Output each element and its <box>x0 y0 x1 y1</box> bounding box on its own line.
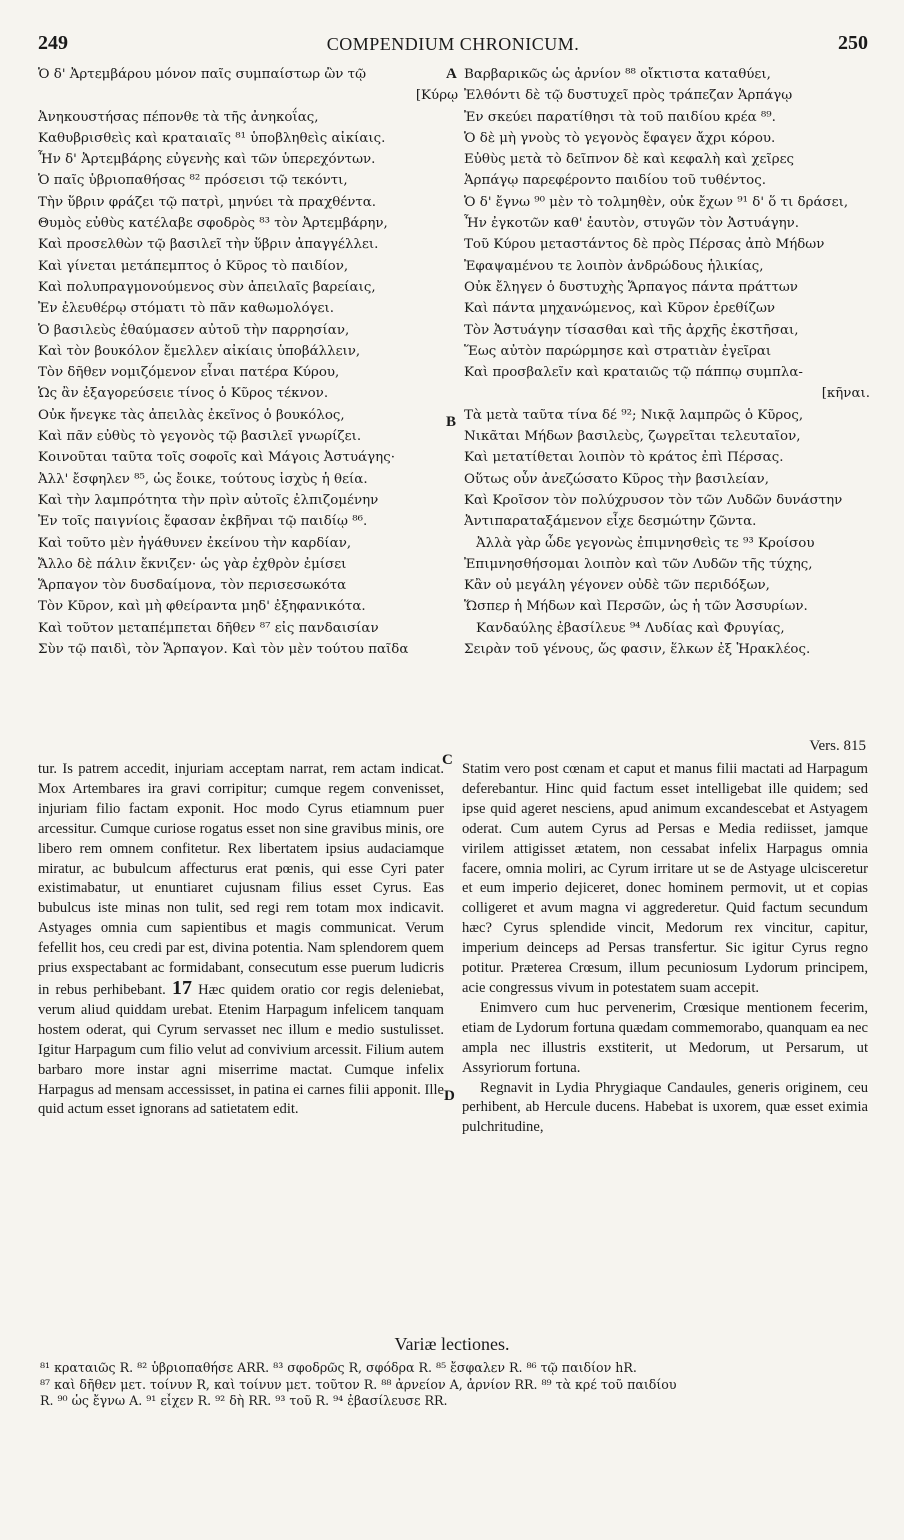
greek-line: Καὶ πολυπραγμονούμενος σὺν ἀπειλαῖς βαρείαις, <box>38 279 376 295</box>
greek-line: Καθυβρισθεὶς καὶ κραταιαῖς ⁸¹ ὑποβληθεὶς αἰκίαις. <box>38 130 386 146</box>
section-number: 17 <box>171 976 192 999</box>
greek-line: Τὸν Κῦρον, καὶ μὴ φθείραντα μηδ' ἐξηφανικότα. <box>38 599 366 615</box>
greek-line: Τοῦ Κύρου μεταστάντος δὲ πρὸς Πέρσας ἀπὸ Μήδων <box>464 237 825 253</box>
greek-line: Ἀλλ' ἔσφηλεν ⁸⁵, ὡς ἔοικε, τούτους ἰσχὺς ἡ θεία. <box>38 471 368 487</box>
greek-line: Τὴν ὕβριν φράζει τῷ πατρὶ, μηνύει τὰ πραχθέντα. <box>38 194 377 210</box>
greek-line: Καὶ μετατίθεται λοιπὸν τὸ κράτος ἐπὶ Πέρσας. <box>464 450 784 466</box>
greek-line: [κῆναι. <box>821 386 870 402</box>
greek-line: Καὶ προσελθὼν τῷ βασιλεῖ τὴν ὕβριν ἀπαγγέλλει. <box>38 237 379 253</box>
greek-line: Θυμὸς εὐθὺς κατέλαβε σφοδρὸς ⁸³ τὸν Ἀρτεμβάρην, <box>38 216 388 232</box>
greek-line: Ὥσπερ ἡ Μήδων καὶ Περσῶν, ὡς ἡ τῶν Ἀσσυρίων. <box>464 599 808 615</box>
greek-line: Ἀλλὰ γὰρ ὧδε γεγονὼς ἐπιμνησθεὶς τε ⁹³ Κροίσου <box>476 535 815 551</box>
section-marker-d: D <box>444 1088 455 1104</box>
greek-line: Ὁ δ' Ἀρτεμβάρου μόνον παῖς συμπαίστωρ ὢν τῷ <box>38 67 366 82</box>
latin-paragraph: Statim vero post cœnam et caput et manus filii mactati ad Harpagum deferebantur. Hinc quid factum esset intelligebat ille quidem; sed ipse quid ageret nesciens, apud animum excandescebat et Astyagem oderat. Cum autem Cyrus ad Persas e Media rediisset, jamque virilem attigisset ætatem, non cessabat infelix Harpagus omnia facere, omnia moliri, ac Cyrum irritare ut se de Astyage ulcisceretur et eum imperio dejiceret, donec hominem permovit, ut et copias colligeret et avum magna vi aggrederetur. Quid factum secundum hæc? Cyrus splendide vincit, Medorum rex vincitur, capitur, imperium deinceps ad Persas transfertur. Sic igitur Cyrus regno potitur. Præterea Crœsum, illum pecuniosum Lydorum principem, acie congressus vivum in potestatem suam accepit. <box>462 761 868 996</box>
variant-line: ⁸⁷ καὶ δῆθεν μετ. τοίνυν R, καὶ τοίνυν μετ. τοῦτον R. ⁸⁸ ἀρνείον A, ἀρνίον RR. ⁸⁹ τὰ κρέ τοῦ παιδίου <box>40 1376 677 1392</box>
greek-line: Σειρὰν τοῦ γένους, ὥς φασιν, ἕλκων ἐξ Ἡρακλέος. <box>464 642 811 658</box>
greek-line: Καὶ τὴν λαμπρότητα τὴν πρὶν αὐτοῖς ἐλπιζομένην <box>38 492 379 508</box>
greek-line: Καὶ τοῦτον μεταπέμπεται δῆθεν ⁸⁷ εἰς πανδαισίαν <box>38 620 379 636</box>
variae-lectiones <box>40 1360 870 1410</box>
greek-line: Ἄλλο δὲ πάλιν ἔκνιζεν· ὡς γὰρ ἐχθρὸν ἐμίσει <box>38 556 347 572</box>
greek-line: Κἂν οὐ μεγάλη γέγονεν οὐδὲ τῶν περιδόξων, <box>464 578 770 594</box>
latin-column-left <box>38 760 444 1120</box>
variant-line: R. ⁹⁰ ὡς ἔγνω A. ⁹¹ εἶχεν R. ⁹² δὴ RR. ⁹³ τοῦ R. ⁹⁴ ἐβασίλευσε RR. <box>40 1393 448 1409</box>
variant-line: ⁸¹ κραταιῶς R. ⁸² ὑβριοπαθήσε ARR. ⁸³ σφοδρῶς R, σφόδρα R. ⁸⁵ ἔσφαλεν R. ⁸⁶ τῷ παιδίον hR. <box>40 1360 637 1375</box>
page-header <box>38 32 868 60</box>
greek-line: Καὶ τὸν βουκόλον ἔμελλεν αἰκίαις ὑποβάλλειν, <box>38 343 361 359</box>
greek-line: Καὶ πᾶν εὐθὺς τὸ γεγονὸς τῷ βασιλεῖ γνωρίζει. <box>38 429 362 445</box>
greek-line: Ἐν ἐλευθέρῳ στόματι τὸ πᾶν καθωμολόγει. <box>38 301 335 317</box>
greek-line: Βαρβαρικῶς ὡς ἀρνίον ⁸⁸ οἴκτιστα καταθύει, <box>464 67 771 82</box>
greek-column-left <box>38 64 458 660</box>
section-marker-a: A <box>446 66 457 82</box>
latin-paragraph: Enimvero cum huc pervenerim, Crœsique mentionem fecerim, etiam de Lydorum fortuna quædam commemorabo, quanquam ea nec ampla nec illustris exstiterit, ut Medorum, ut Persarum, ut Assyriorum fortuna. <box>462 999 868 1076</box>
greek-line: Οὐκ ἤνεγκε τὰς ἀπειλὰς ἐκεῖνος ὁ βουκόλος, <box>38 407 345 423</box>
greek-line: Νικᾶται Μήδων βασιλεὺς, ζωγρεῖται τελευταῖον, <box>464 429 801 445</box>
greek-line: Ἦν ἐγκοτῶν καθ' ἑαυτὸν, στυγῶν τὸν Ἀστυάγην. <box>464 216 800 232</box>
greek-line: Καὶ Κροῖσον τὸν πολύχρυσον τὸν τῶν Λυδῶν δυνάστην <box>464 492 843 508</box>
greek-line: Οὐκ ἔληγεν ὁ δυστυχὴς Ἅρπαγος πάντα πράττων <box>464 279 798 295</box>
greek-line: Ἐφαψαμένου τε λοιπὸν ἀνδρώδους ἡλικίας, <box>464 258 764 274</box>
greek-column-right <box>464 64 870 660</box>
page-number-left: 249 <box>38 32 68 54</box>
latin-text: Hæc quidem oratio cor regis deleniebat, verum aliud quiddam urebat. Etenim Harpagum infelicem tanquam hostem oderat, qui Cyrum servasset nec illum e medio sustulisset. Igitur Harpagum cum filio velut ad convivium arcessit. Filium autem barbaro more instar agni miserrime mactat. Cumque infelix Harpagus ad mensam accessisset, in patina ei carnes filii apponit. Ille quid actum esset ignorans ad satietatem edit. <box>38 981 445 1118</box>
greek-line: [Κύρῳ <box>415 88 458 104</box>
greek-line: Τὰ μετὰ ταῦτα τίνα δέ ⁹²; Νικᾷ λαμπρῶς ὁ Κῦρος, <box>464 407 804 423</box>
greek-line: Ἦν δ' Ἀρτεμβάρης εὐγενὴς καὶ τῶν ὑπερεχόντων. <box>38 152 376 168</box>
greek-line: Καὶ πάντα μηχανώμενος, καὶ Κῦρον ἐρεθίζων <box>464 301 776 317</box>
page-number-right: 250 <box>838 32 868 54</box>
greek-line: Καὶ τοῦτο μὲν ἠγάθυνεν ἐκείνου τὴν καρδίαν, <box>38 535 352 551</box>
latin-paragraph <box>38 760 444 1120</box>
variae-lectiones-title: Variæ lectiones. <box>394 1334 510 1354</box>
greek-line: Ἐλθόντι δὲ τῷ δυστυχεῖ πρὸς τράπεζαν Ἁρπάγῳ <box>464 88 793 104</box>
greek-line: Κανδαύλης ἐβασίλευε ⁹⁴ Λυδίας καὶ Φρυγίας, <box>476 620 785 636</box>
greek-line: Σὺν τῷ παιδὶ, τὸν Ἅρπαγον. Καὶ τὸν μὲν τούτου παῖδα <box>38 642 409 658</box>
greek-line: Τὸν Ἀστυάγην τίσασθαι καὶ τῆς ἀρχῆς ἐκστῆσαι, <box>464 322 799 338</box>
greek-line: Κοινοῦται ταῦτα τοῖς σοφοῖς καὶ Μάγοις Ἀστυάγης· <box>38 450 395 466</box>
greek-line: Ὡς ἂν ἐξαγορεύσειε τίνος ὁ Κῦρος τέκνον. <box>38 386 329 402</box>
greek-line: Καὶ προσβαλεῖν καὶ κραταιῶς τῷ πάππῳ συμπλα- <box>464 365 803 381</box>
greek-line: Ἀνηκουστήσας πέπονθε τὰ τῆς ἀνηκοΐας, <box>38 109 319 125</box>
greek-line: Ὁ δ' ἔγνω ⁹⁰ μὲν τὸ τολμηθὲν, οὐκ ἔχων ⁹¹ δ' ὅ τι δράσει, <box>464 194 849 210</box>
greek-line: Ἐν τοῖς παιγνίοις ἔφασαν ἐκβῆναι τῷ παιδίῳ ⁸⁶. <box>38 514 368 530</box>
greek-line: Ἀντιπαραταξάμενον εἶχε δεσμώτην ζῶντα. <box>464 514 757 530</box>
greek-line: Οὕτως οὖν ἀνεζώσατο Κῦρος τὴν βασιλείαν, <box>464 471 769 487</box>
section-marker-b: B <box>446 414 457 430</box>
running-title: COMPENDIUM CHRONICUM. <box>326 34 580 54</box>
latin-text: tur. Is patrem accedit, injuriam acceptam narrat, rem actam indicat. Mox Artembares ira gravi corripitur; cumque regem convenisset, injuriam filio factam exponit. Hoc modo Cyrus etiamnum puer arcessitur. Cumque curiose rogatus esset non sine gravibus minis, ore libero rem omnem confitetur. Rex libertatem ipsius audaciamque miratur, ac bubulcum affecturus erat pœnis, qui esse Cyri pater existimabatur, ut enuntiaret cujusnam filius esset Cyrus. Eas bubulcus iste minas non tulit, sed regi rem totam mox indicavit. Astyages omnia cum sapientibus et magis communicat. Verum fefellit hos, ceu credi par est, divina potentia. Nam splendorem quem prius exspectabant ac formidabant, consecutum esse puerum ludicris in rebus perhibebant. <box>38 761 444 998</box>
latin-column-right <box>462 760 868 1138</box>
greek-line: Ἐν σκεύει παρατίθησι τὰ τοῦ παιδίου κρέα ⁸⁹. <box>464 109 776 125</box>
greek-line: Ἕως αὐτὸν παρώρμησε καὶ στρατιὰν ἐγεῖραι <box>464 343 772 359</box>
greek-line: Ὁ δὲ μὴ γνοὺς τὸ γεγονὸς ἔφαγεν ἄχρι κόρου. <box>464 130 776 146</box>
latin-paragraph: Regnavit in Lydia Phrygiaque Candaules, generis originem, ceu perhibent, ab Hercule ducens. Habebat is uxorem, quæ esset eximia pulchritudine, <box>462 1079 868 1136</box>
greek-line: Ἁρπάγῳ παρεφέροντο παιδίου τοῦ τυθέντος. <box>464 173 766 189</box>
verse-reference: Vers. 815 <box>809 738 866 754</box>
greek-line: Τὸν δῆθεν νομιζόμενον εἶναι πατέρα Κύρου, <box>38 365 340 381</box>
greek-line: Ὁ βασιλεὺς ἐθαύμασεν αὐτοῦ τὴν παρρησίαν, <box>38 322 350 338</box>
section-marker-c: C <box>442 752 453 768</box>
greek-line: Ἐπιμνησθήσομαι λοιπὸν καὶ τῶν Λυδῶν τῆς τύχης, <box>464 556 813 572</box>
greek-line: Ἅρπαγον τὸν δυσδαίμονα, τὸν περισεσωκότα <box>38 578 347 594</box>
greek-line: Καὶ γίνεται μετάπεμπτος ὁ Κῦρος τὸ παιδίον, <box>38 258 349 274</box>
greek-line: Ὁ παῖς ὑβριοπαθήσας ⁸² πρόσεισι τῷ τεκόντι, <box>38 173 348 189</box>
greek-line: Εὐθὺς μετὰ τὸ δεῖπνον δὲ καὶ κεφαλὴ καὶ χεῖρες <box>464 152 795 168</box>
